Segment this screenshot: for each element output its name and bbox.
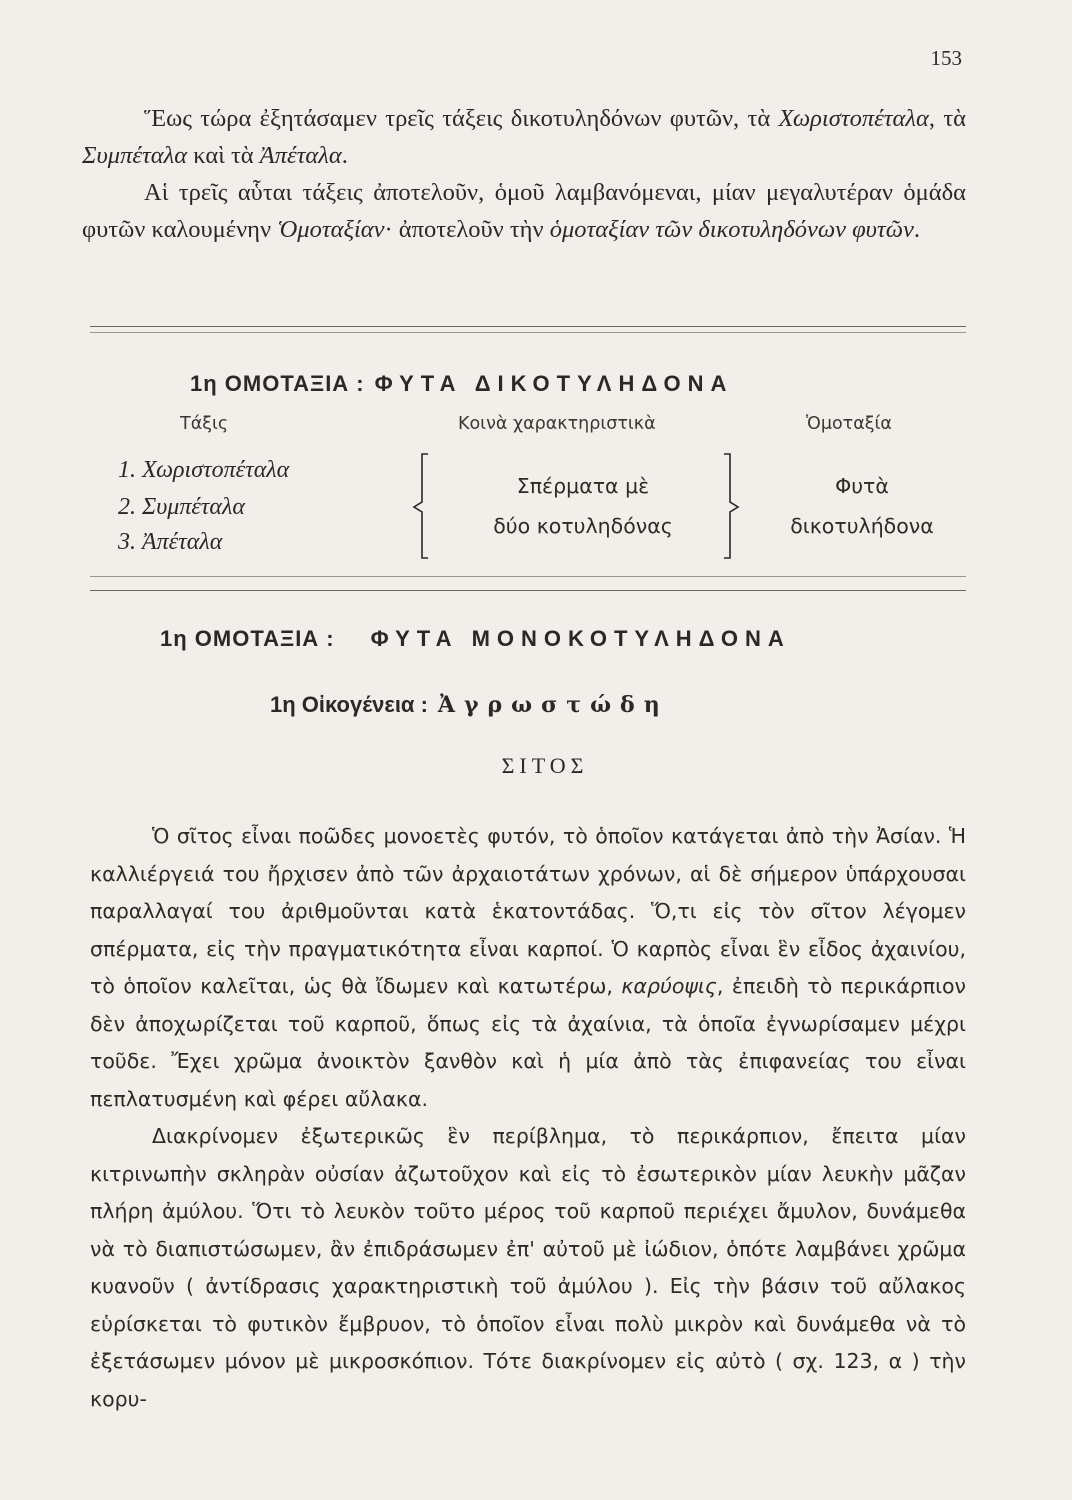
class-heading-monocots: 1η ΟΜΟΤΑΞΙΑ : ΦΥΤΑ ΜΟΝΟΚΟΤΥΛΗΔΟΝΑ — [160, 626, 791, 651]
class-heading-dicots: 1η ΟΜΟΤΑΞΙΑ : ΦΥΤΑ ΔΙΚΟΤΥΛΗΔΟΝΑ — [190, 371, 734, 396]
column-header-common: Κοινὰ χαρακτηριστικὰ — [458, 414, 656, 434]
left-brace — [404, 452, 434, 562]
intro-paragraph-1: Ἕως τώρα ἐξητάσαμεν τρεῖς τάξεις δικοτυληδόνων φυτῶν, τὰ Χωριστοπέταλα, τὰ Συμπέταλα καὶ τὰ Ἀπέταλα. — [82, 105, 967, 169]
divider-top — [90, 326, 966, 327]
body-paragraph-2: Διακρίνομεν ἐξωτερικῶς ἓν περίβλημα, τὸ περικάρπιον, ἔπειτα μίαν κιτρινωπὴν σκληρὰν οὐσίαν ἀζωτοῦχον καὶ εἰς τὸ ἐσωτερικὸν μίαν λευκὴν μᾶζαν πλήρη ἀμύλου. Ὅτι τὸ λευκὸν τοῦτο μέρος τοῦ καρποῦ περιέχει ἄμυλον, δυνάμεθα νὰ τὸ διαπιστώσωμεν, ἂν ἐπιδράσωμεν ἐπ' αὐτοῦ μὲ ἰώδιον, ὁπότε λαμβάνει χρῶμα κυανοῦν ( ἀντίδρασις χαρακτηριστικὴ τοῦ ἀμύλου ). Εἰς τὴν βάσιν τοῦ αὔλακος εὑρίσκεται τὸ φυτικὸν ἔμβρυον, τὸ ὁποῖον εἶναι πολὺ μικρὸν καὶ δυνάμεθα νὰ τὸ ἐξετάσωμεν μόνον μὲ μικροσκόπιον. Τότε διακρίνομεν εἰς αὐτὸ ( σχ. 123, α ) τὴν κορυ- — [90, 1124, 966, 1411]
common-characteristics: Σπέρματα μὲ δύο κοτυληδόνας — [493, 474, 673, 538]
intro-text — [82, 100, 966, 248]
body-paragraph-1: Ὁ σῖτος εἶναι ποῶδες μονοετὲς φυτόν, τὸ ὁποῖον κατάγεται ἀπὸ τὴν Ἀσίαν. Ἡ καλλιέργειά του ἤρχισεν ἀπὸ τῶν ἀρχαιοτάτων χρόνων, αἱ δὲ σήμερον ὑπάρχουσαι παραλλαγαί του ἀριθμοῦνται κατὰ ἑκατοντάδας. Ὅ,τι εἰς τὸν σῖτον λέγομεν σπέρματα, εἰς τὴν πραγματικότητα εἶναι καρποί. Ὁ καρπὸς εἶναι ἓν εἶδος ἀχαινίου, τὸ ὁποῖον καλεῖται, ὡς θὰ ἴδωμεν καὶ κατωτέρω, καρύοψις, ἐπειδὴ τὸ περικάρπιον δὲν ἀποχωρίζεται τοῦ καρποῦ, ὅπως εἰς τὰ ἀχαίνια, τὰ ὁποῖα ἐγνωρίσαμεν μέχρι τοῦδε. Ἔχει χρῶμα ἀνοικτὸν ξανθὸν καὶ ἡ μία ἀπὸ τὰς ἐπιφανείας του εἶναι πεπλατυσμένη καὶ φέρει αὔλακα. — [90, 824, 967, 1111]
divider-middle-thin — [90, 576, 966, 577]
order-item-3: 3. Ἀπέταλα — [118, 529, 223, 555]
divider-top-thin — [90, 332, 966, 333]
section-title: ΣΙΤΟΣ — [501, 753, 589, 778]
divider-middle — [90, 590, 966, 591]
column-header-orders: Τάξις — [180, 414, 229, 434]
family-heading: 1η Οἰκογένεια : Ἀγρωστώδη — [270, 692, 669, 718]
order-item-2: 2. Συμπέταλα — [118, 494, 245, 520]
order-item-1: 1. Χωριστοπέταλα — [118, 457, 290, 483]
class-name: Φυτὰ δικοτυλήδονα — [790, 474, 934, 538]
page-number: 153 — [930, 46, 962, 70]
body-text — [90, 818, 966, 1418]
right-brace — [718, 452, 748, 562]
column-header-class: Ὁμοταξία — [806, 414, 892, 434]
intro-paragraph-2: Αἱ τρεῖς αὗται τάξεις ἀποτελοῦν, ὁμοῦ λαμβανόμεναι, μίαν μεγαλυτέραν ὁμάδα φυτῶν καλουμένην Ὁμοταξίαν· ἀποτελοῦν τὴν ὁμοταξίαν τῶν δικοτυληδόνων φυτῶν. — [82, 179, 966, 243]
